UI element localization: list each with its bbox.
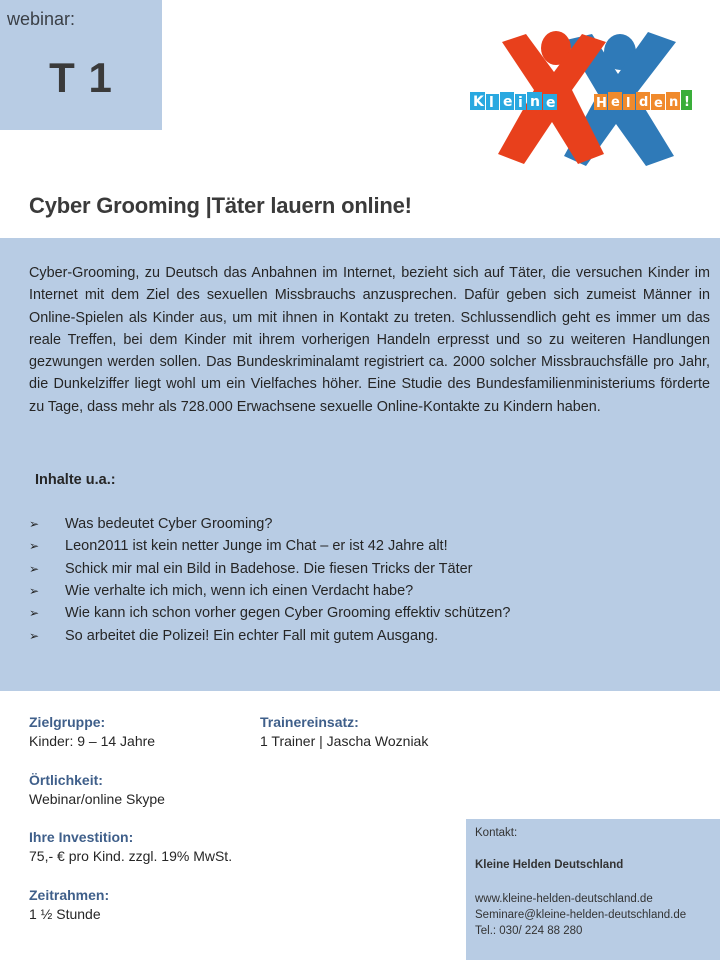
list-item (29, 580, 510, 602)
svg-text:e: e (503, 94, 513, 110)
svg-text:n: n (669, 95, 679, 110)
list-item-text: Leon2011 ist kein netter Junge im Chat – er ist 42 Jahre alt! (65, 538, 448, 555)
svg-text:n: n (530, 94, 540, 110)
contact-email-link[interactable]: Seminare@kleine-helden-deutschland.de (475, 909, 687, 921)
location-block (29, 771, 165, 809)
kleine-helden-logo-icon (468, 28, 700, 168)
arrow-bullet-icon: ➢ (29, 561, 40, 576)
price-label: Ihre Investition: (29, 829, 134, 845)
location-label: Örtlichkeit: (29, 772, 103, 788)
location-value: Webinar/online Skype (29, 791, 165, 807)
webinar-badge (0, 0, 162, 130)
contents-list (29, 513, 510, 647)
arrow-bullet-icon: ➢ (29, 628, 40, 643)
contact-phone: Tel.: 030/ 224 88 280 (475, 925, 583, 937)
list-item-text: Wie kann ich schon vorher gegen Cyber Grooming effektiv schützen? (65, 605, 511, 622)
contact-box (466, 819, 720, 960)
arrow-bullet-icon: ➢ (29, 539, 40, 554)
arrow-bullet-icon: ➢ (29, 606, 40, 621)
list-item-text: So arbeitet die Polizei! Ein echter Fall mit gutem Ausgang. (65, 627, 439, 644)
trainer-value: 1 Trainer | Jascha Wozniak (260, 733, 429, 749)
list-item (29, 535, 510, 557)
svg-text:e: e (546, 95, 556, 111)
list-item (29, 513, 510, 535)
svg-text:H: H (596, 96, 607, 111)
svg-text:i: i (518, 95, 523, 111)
list-item (29, 624, 510, 646)
arrow-bullet-icon: ➢ (29, 584, 40, 599)
list-item (29, 558, 510, 580)
list-item-text: Wie verhalte ich mich, wenn ich einen Verdacht habe? (65, 583, 414, 600)
list-item-text: Schick mir mal ein Bild in Badehose. Die fiesen Tricks der Täter (65, 560, 473, 577)
svg-text:d: d (639, 95, 649, 110)
trainer-label: Trainereinsatz: (260, 714, 359, 730)
arrow-bullet-icon: ➢ (29, 517, 40, 532)
intro-paragraph: Cyber-Grooming, zu Deutsch das Anbahnen im Internet, bezieht sich auf Täter, die versuchen Kinder im Internet mit dem Ziel des sexuellen Missbrauchs anzusprechen. Dafür geben sich zumeist Männer in Online-Spielen als Kinder aus, um mit ihnen in Kontakt zu treten. Schlussendlich geht es immer um das reale Treffen, bei dem Kinder mit ihrem vorherigen Handeln erpresst und so zu weiteren Handlungen gezwungen werden sollen. Das Bundeskriminalamt registriert ca. 2000 solcher Missbrauchsfälle pro Jahr, die Dunkelziffer liegt wohl um ein Vielfaches höher. Eine Studie des Bundesfamilienministeriums förderte zu Tage, dass mehr als 728.000 Erwachsene sexuelle Online-Kontakte zu Kindern haben. (29, 265, 710, 415)
list-item-text: Was bedeutet Cyber Grooming? (65, 516, 273, 533)
target-group-block (29, 713, 155, 751)
contents-heading: Inhalte u.a.: (35, 472, 116, 488)
price-block (29, 828, 232, 866)
svg-text:l: l (626, 96, 631, 111)
badge-code: T 1 (49, 54, 113, 101)
duration-block (29, 886, 109, 924)
contact-org: Kleine Helden Deutschland (475, 859, 624, 871)
contact-label: Kontakt: (475, 827, 518, 839)
svg-text:e: e (654, 96, 663, 111)
svg-text:!: ! (684, 95, 690, 110)
badge-label: webinar: (7, 9, 76, 29)
contact-website-link[interactable]: www.kleine-helden-deutschland.de (475, 893, 653, 905)
svg-text:K: K (473, 94, 484, 110)
svg-text:e: e (611, 95, 620, 110)
price-value: 75,- € pro Kind. zzgl. 19% MwSt. (29, 848, 233, 864)
list-item (29, 602, 510, 624)
duration-value: 1 ½ Stunde (29, 906, 101, 922)
svg-text:l: l (489, 95, 494, 111)
kleine-helden-logo (468, 28, 700, 168)
trainer-block (260, 713, 428, 751)
target-group-value: Kinder: 9 – 14 Jahre (29, 733, 156, 749)
page-title: Cyber Grooming |Täter lauern online! (29, 193, 412, 218)
target-group-label: Zielgruppe: (29, 714, 106, 730)
duration-label: Zeitrahmen: (29, 887, 110, 903)
